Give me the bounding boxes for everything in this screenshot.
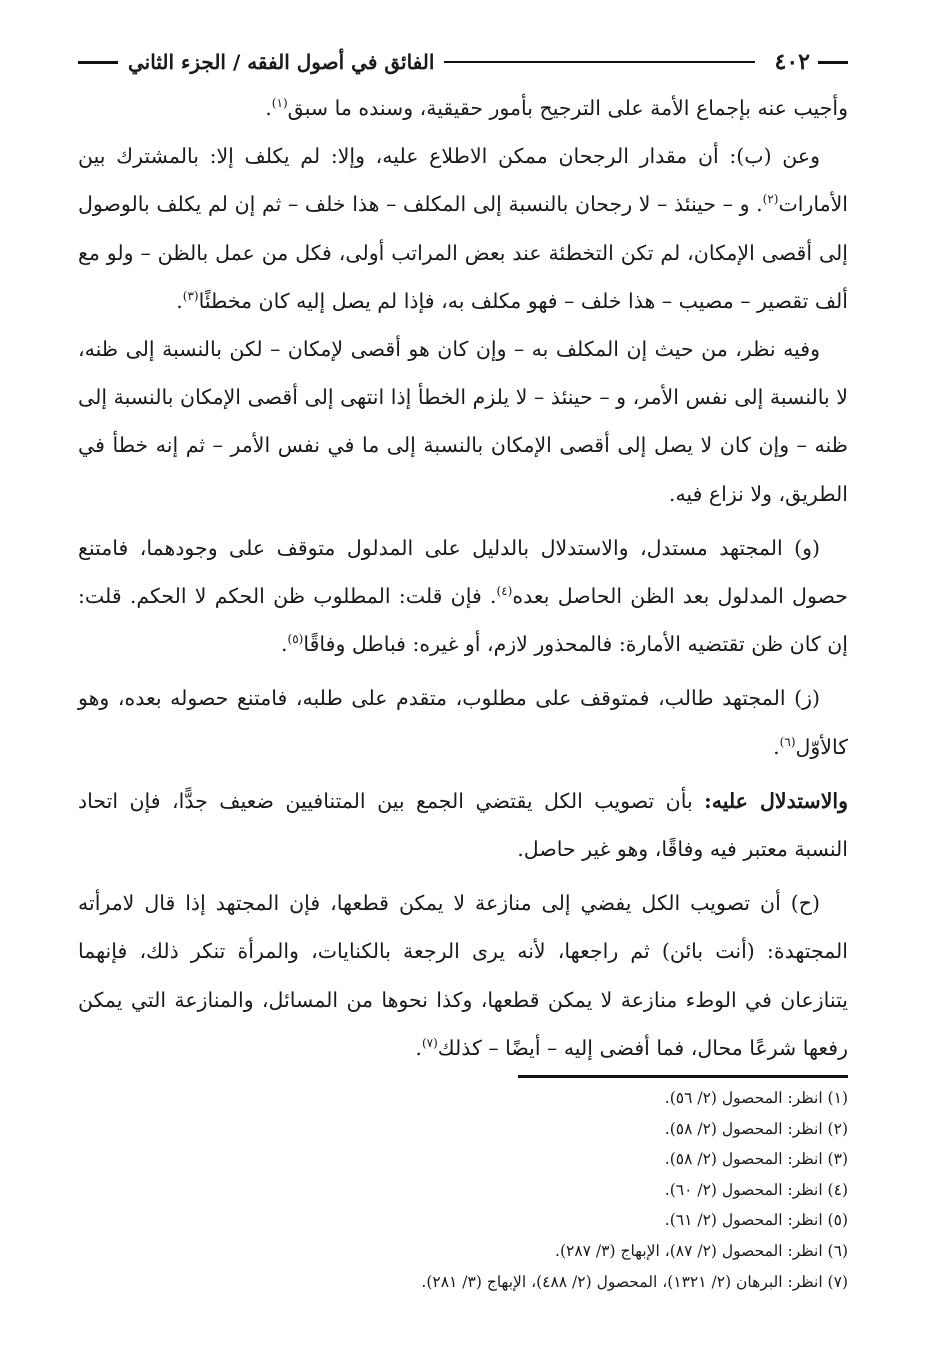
- punctuation: .: [176, 288, 183, 313]
- paragraph-text: وأجيب عنه بإجماع الأمة على الترجيح بأمور حقيقية، وسنده ما سبق: [287, 96, 848, 120]
- punctuation: .: [773, 734, 780, 759]
- punctuation: .: [415, 1035, 422, 1060]
- footnote-ref[interactable]: (٧): [421, 1036, 438, 1051]
- footnote-item: (٥) انظر: المحصول (٢/ ٦١).: [664, 1211, 848, 1230]
- paragraph: وأجيب عنه بإجماع الأمة على الترجيح بأمور حقيقية، وسنده ما سبق$^{(١)}$.: [265, 96, 848, 120]
- paragraph-text: (و) المجتهد مستدل، والاستدلال بالدليل على المدلول متوقف على وجودهما، فامتنع حصول المدلول بعد الظن الحاصل بعده: [78, 535, 848, 609]
- footnote-item: (٤) انظر: المحصول (٢/ ٦٠).: [664, 1180, 848, 1199]
- paragraph: [78, 777, 848, 873]
- footnote-separator: [518, 1075, 848, 1078]
- footnote-item: (١) انظر: المحصول (٢/ ٥٦).: [664, 1089, 848, 1107]
- paragraph-text: بأن تصويب الكل يقتضي الجمع بين المتنافيين ضعيف جدًّا، فإن اتحاد النسبة معتبر فيه وفاقًا، وهو غير حاصل.: [78, 788, 848, 862]
- paragraph-text: (ح) أن تصويب الكل يفضي إلى منازعة لا يمكن قطعها، فإن المجتهد إذا قال لامرأته المجتهدة: (أنت بائن) ثم راجعها، لأنه يرى الرجعة بالكنايات، والمرأة تنكر ذلك، فإنهما يتنازعان في الوطء منازعة لا يمكن قطعها، وكذا نحوها من المسائل، والمنازعة التي يمكن رفعها شرعًا محال، فما أفضى إليه – أيضًا – كذلك: [78, 891, 848, 1060]
- paragraph: [78, 132, 848, 325]
- paragraph-text: (ز) المجتهد طالب، فمتوقف على مطلوب، متقدم على طلبه، فامتنع حصوله بعده، وهو كالأوّل: [78, 686, 848, 759]
- footnote-item: (٣) انظر: المحصول (٢/ ٥٨).: [664, 1150, 848, 1169]
- header-rule: [444, 61, 754, 63]
- footnote-ref[interactable]: (١): [271, 96, 288, 111]
- page-number: ٤٠٢: [774, 49, 810, 75]
- running-header: [78, 40, 848, 84]
- footnotes: [78, 1083, 848, 1297]
- footnote-ref[interactable]: (٢): [762, 192, 779, 207]
- paragraph-text: وفيه نظر، من حيث إن المكلف به – وإن كان هو أقصى لإمكان – لكن بالنسبة إلى ظنه، لا بالنسبة إلى نفس الأمر، و – حينئذ – لا يلزم الخطأ إذا انتهى إلى أقصى الإمكان بالنسبة إلى ظنه – وإن كان لا يصل إلى أقصى الإمكان بالنسبة إلى ما في نفس الأمر – ثم إنه خطأ في الطريق، ولا نزاع فيه.: [78, 337, 848, 506]
- book-title: الفائق في أصول الفقه / الجزء الثاني: [128, 50, 435, 74]
- footnote-item: (٦) انظر: المحصول (٢/ ٨٧)، الإبهاج (٣/ ٢٨٧).: [555, 1241, 848, 1260]
- footnote-item: (٢) انظر: المحصول (٢/ ٥٨).: [664, 1119, 848, 1138]
- paragraph-text: . فإن قلت: المطلوب ظن الحكم لا الحكم. قلت: إن كان ظن تقتضيه الأمارة: فالمحذور لازم، أو غيره: فباطل وفاقًا: [78, 584, 848, 657]
- header-dash-left: [78, 61, 118, 64]
- footnote-ref[interactable]: (٥): [287, 632, 304, 647]
- paragraph: [78, 879, 848, 1072]
- paragraph: [78, 325, 848, 518]
- footnote-item: (٧) انظر: البرهان (٢/ ١٣٢١)، المحصول (٢/ ٤٨٨)، الإبهاج (٣/ ٢٨١).: [421, 1272, 848, 1291]
- paragraph: [78, 524, 848, 669]
- paragraph-text: وعن (ب): أن مقدار الرجحان ممكن الاطلاع عليه، وإلا: لم يكلف إلا: بالمشترك بين الأمارات: [78, 144, 848, 217]
- document-page: [78, 40, 848, 1340]
- header-dash-right: [818, 61, 848, 64]
- paragraph-text: . و – حينئذ – لا رجحان بالنسبة إلى المكلف – هذا خلف – ثم إن لم يكلف بالوصول إلى أقصى الإمكان، لم تكن التخطئة عند بعض المراتب أولى، فكل من عمل بالظن – ولو مع ألف تقصير – مصيب – هذا خلف – فهو مكلف به، فإذا لم يصل إليه كان مخطئًا: [78, 192, 848, 313]
- paragraph-lead-bold: والاستدلال عليه:: [704, 788, 848, 813]
- footnote-ref[interactable]: (٤): [496, 584, 513, 599]
- paragraph: [78, 674, 848, 770]
- footnote-ref[interactable]: (٦): [779, 734, 796, 749]
- main-text: [78, 84, 848, 1072]
- punctuation: .: [281, 632, 288, 657]
- footnote-ref[interactable]: (٣): [182, 288, 199, 303]
